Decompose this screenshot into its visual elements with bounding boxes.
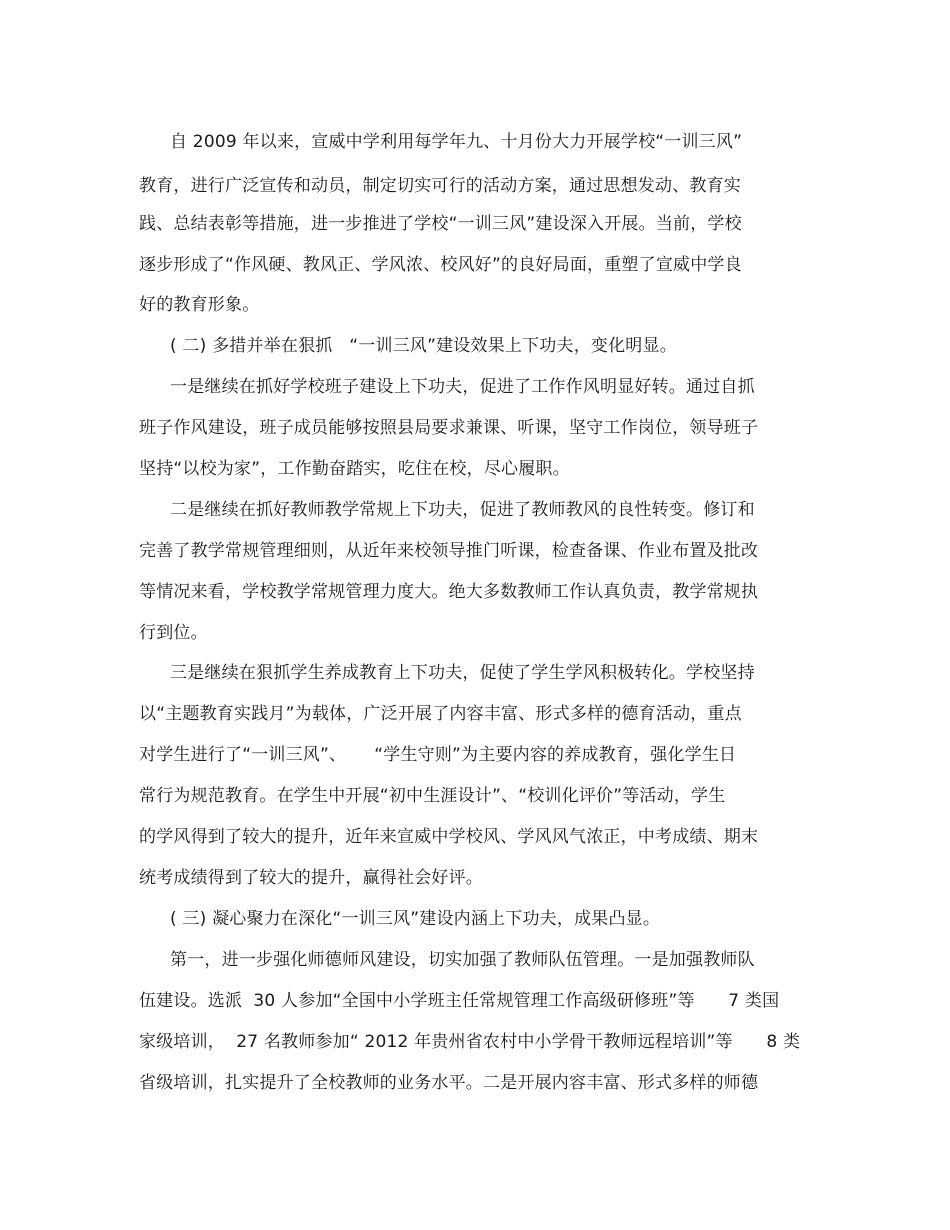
paragraph-line: 对学生进行了“一训三风”、 “学生守则”为主要内容的养成教育，强化学生日 [139,745,737,765]
paragraph-line: 伍建设。选派 30 人参加“全国中小学班主任常规管理工作高级研修班”等 7 类国 [139,991,780,1011]
paragraph-line: 三是继续在狠抓学生养成教育上下功夫，促使了学生学风积极转化。学校坚持 [170,663,755,683]
paragraph-line: 以“主题教育实践月”为载体，广泛开展了内容丰富、形式多样的德育活动，重点 [139,704,742,724]
section-heading: ( 二) 多措并举在狠抓 “一训三风”建设效果上下功夫，变化明显。 [170,336,677,356]
paragraph-line: 逐步形成了“作风硬、教风正、学风浓、校风好”的良好局面，重塑了宣威中学良 [139,255,742,275]
paragraph-line: 好的教育形象。 [139,295,260,315]
paragraph-line: 等情况来看，学校教学常规管理力度大。绝大多数教师工作认真负责，教学常规执 [139,582,759,602]
paragraph-line: 统考成绩得到了较大的提升，赢得社会好评。 [139,868,483,888]
paragraph-line: 省级培训，扎实提升了全校教师的业务水平。二是开展内容丰富、形式多样的师德 [139,1073,759,1093]
paragraph-line: 坚持“以校为家”，工作勤奋踏实，吃住在校，尽心履职。 [139,459,570,479]
paragraph-line: 践、总结表彰等措施，进一步推进了学校“一训三风”建设深入开展。当前，学校 [139,214,742,234]
paragraph-line: 第一，进一步强化师德师风建设，切实加强了教师队伍管理。一是加强教师队 [170,950,755,970]
paragraph-line: 教育，进行广泛宣传和动员，制定切实可行的活动方案，通过思想发动、教育实 [139,176,741,196]
paragraph-line: 行到位。 [139,623,208,643]
paragraph-line: 自 2009 年以来，宣威中学利用每学年九、十月份大力开展学校“一训三风” [170,132,743,152]
paragraph-line: 常行为规范教育。在学生中开展“初中生涯设计”、“校训化评价”等活动，学生 [139,786,726,806]
paragraph-line: 完善了教学常规管理细则，从近年来校领导推门听课，检查备课、作业布置及批改 [139,541,759,561]
section-heading: ( 三) 凝心聚力在深化“一训三风”建设内涵上下功夫，成果凸显。 [170,909,661,929]
paragraph-line: 一是继续在抓好学校班子建设上下功夫，促进了工作作风明显好转。通过自抓 [170,377,755,397]
paragraph-line: 家级培训， 27 名教师参加“ 2012 年贵州省农村中小学骨干教师远程培训”等 8 类 [139,1032,801,1052]
paragraph-line: 二是继续在抓好教师教学常规上下功夫，促进了教师教风的良性转变。修订和 [170,500,755,520]
paragraph-line: 班子作风建设，班子成员能够按照县局要求兼课、听课，坚守工作岗位，领导班子 [139,418,759,438]
paragraph-line: 的学风得到了较大的提升，近年来宣威中学校风、学风风气浓正，中考成绩、期末 [139,827,759,847]
